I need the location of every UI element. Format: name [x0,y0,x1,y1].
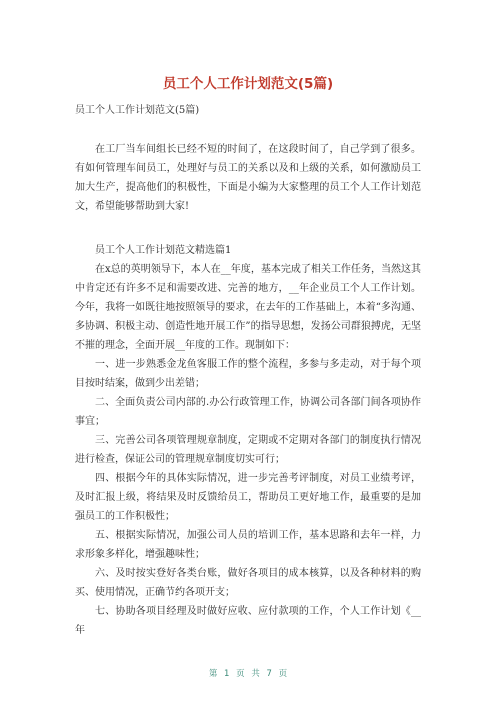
document-title: 员工个人工作计划范文(5篇) [162,76,334,92]
body-paragraph: 四、根据今年的具体实际情况，进一步完善考评制度，对员工业绩考评，及时汇报上级，将结果及时反馈给员工，帮助员工更好地工作，最重要的是加强员工的工作积极性； [75,473,421,522]
body-paragraph: 二、全面负责公司内部的.办公行政管理工作，协调公司各部门间各项协作事宜； [75,397,421,427]
section-heading: 员工个人工作计划范文精选篇1 [95,245,232,256]
body-paragraph: 六、及时按实登好各类台账，做好各项目的成本核算，以及各种材料的购买、使用情况，正确节约各项开支； [75,568,421,598]
document-body [75,140,421,640]
page-number-footer: 第 1 页 共 7 页 [208,669,288,679]
intro-paragraph: 在工厂当车间组长已经不短的时间了，在这段时间了，自己学到了很多。有如何管理车间员工，处理好与员工的关系以及和上级的关系，如何激励员工加大生产，提高他们的积极性，下面是小编为大家整理的员工个人工作计划范文，希望能够帮助到大家! [75,144,421,212]
body-paragraph: 三、完善公司各项管理规章制度，定期或不定期对各部门的制度执行情况进行检查，保证公司的管理规章制度切实可行； [75,435,421,465]
document-subtitle: 员工个人工作计划范文(5篇) [75,105,200,116]
body-paragraph: 五、根据实际情况，加强公司人员的培训工作，基本思路和去年一样，力求形象多样化，增强趣味性； [75,530,421,560]
body-paragraph: 一、进一步熟悉金龙鱼客服工作的整个流程，多参与多走动，对于每个项目按时结案，做到少出差错； [75,359,421,389]
body-paragraph: 在x总的英明领导下，本人在__年度，基本完成了相关工作任务，当然这其中肯定还有许多不足和需要改进、完善的地方，__年企业员工个人工作计划。今年，我将一如既往地按照领导的要求，在去年的工作基础上，本着“多沟通、多协调、积极主动、创造性地开展工作”的指导思想，发扬公司群狼搏虎，无坚不摧的理念，全面开展__年度的工作。现制如下： [75,264,421,351]
body-paragraph: 七、协助各项目经理及时做好应收、应付款项的工作，个人工作计划《__年 [75,606,421,636]
